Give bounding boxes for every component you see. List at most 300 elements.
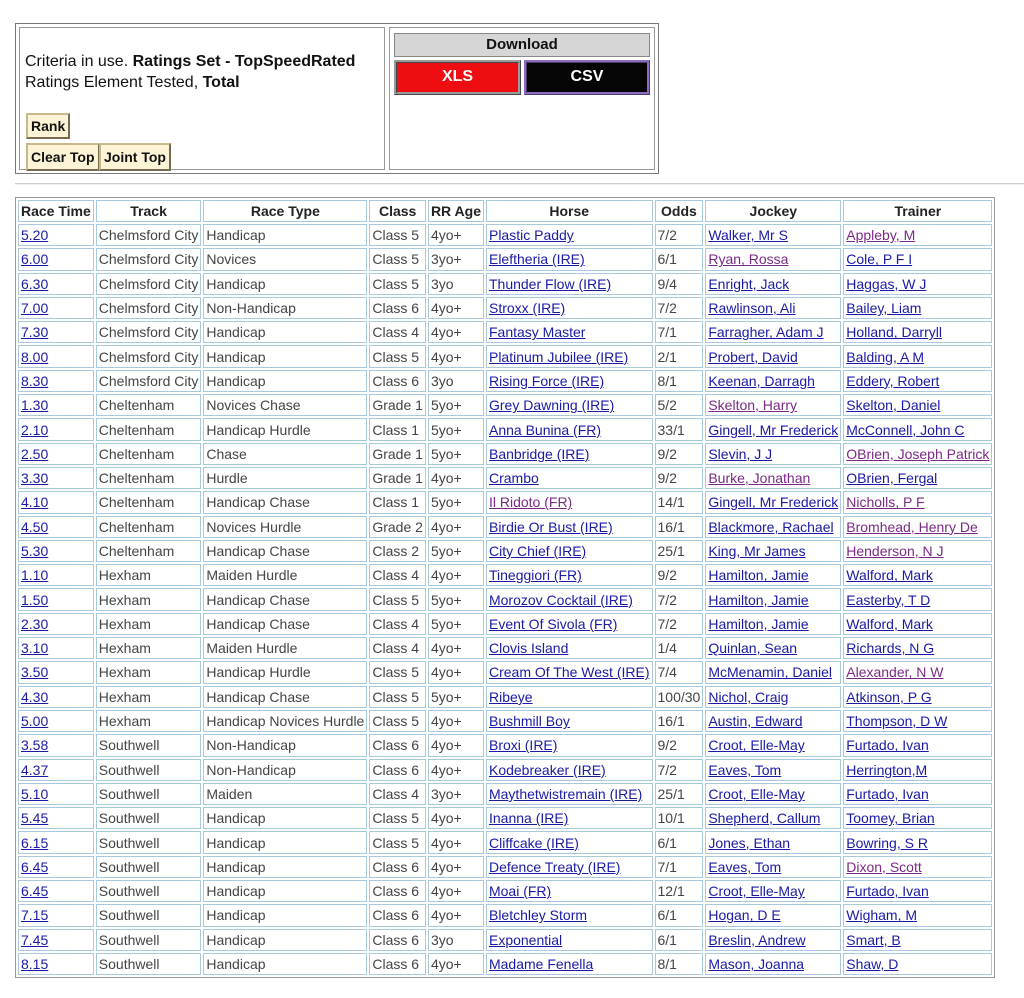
clear-top-button[interactable]: Clear Top — [26, 143, 100, 171]
horse-link[interactable]: Clovis Island — [488, 640, 569, 657]
horse-link[interactable]: Kodebreaker (IRE) — [488, 761, 606, 778]
cell-class: Class 5 — [369, 273, 426, 295]
cell-jockey — [705, 418, 841, 440]
cell-trainer — [843, 929, 992, 951]
cell-track: Cheltenham — [96, 516, 202, 538]
cell-class: Class 2 — [369, 540, 426, 562]
cell-track: Cheltenham — [96, 418, 202, 440]
cell-rr-age: 4yo+ — [428, 880, 484, 902]
cell-race-time — [18, 370, 94, 392]
cell-trainer — [843, 613, 992, 635]
race-time-link[interactable]: 8.00 — [21, 348, 49, 365]
trainer-link[interactable]: Furtado, Ivan — [846, 785, 929, 802]
table-row — [18, 734, 992, 756]
race-time-link[interactable]: 1.50 — [21, 591, 49, 608]
cell-race-time — [18, 321, 94, 343]
trainer-link[interactable]: Appleby, M — [846, 227, 916, 244]
race-time-link[interactable]: 6.45 — [21, 883, 49, 900]
trainer-link[interactable]: Walford, Mark — [846, 567, 933, 584]
jockey-link[interactable]: Blackmore, Rachael — [708, 518, 834, 535]
cell-odds: 6/1 — [655, 248, 704, 270]
cell-rr-age: 4yo+ — [428, 564, 484, 586]
race-time-link[interactable]: 5.45 — [21, 810, 49, 827]
cell-horse — [486, 588, 653, 610]
horse-link[interactable]: Bletchley Storm — [488, 907, 588, 924]
table-row — [18, 856, 992, 878]
cell-odds: 6/1 — [655, 831, 704, 853]
race-time-link[interactable]: 7.45 — [21, 931, 49, 948]
cell-race-time — [18, 443, 94, 465]
cell-race-type: Handicap — [203, 831, 367, 853]
table-row — [18, 370, 992, 392]
cell-class: Class 1 — [369, 491, 426, 513]
horse-link[interactable]: Morozov Cocktail (IRE) — [488, 591, 633, 608]
cell-jockey — [705, 880, 841, 902]
cell-odds: 12/1 — [655, 880, 704, 902]
cell-trainer — [843, 540, 992, 562]
horse-link[interactable]: Crambo — [488, 470, 539, 487]
race-time-link[interactable]: 2.50 — [21, 445, 49, 462]
cell-odds: 25/1 — [655, 540, 704, 562]
jockey-link[interactable]: Quinlan, Sean — [708, 640, 798, 657]
cell-jockey — [705, 613, 841, 635]
cell-track: Cheltenham — [96, 467, 202, 489]
table-header-row — [18, 200, 992, 222]
cell-track: Hexham — [96, 710, 202, 732]
cell-race-type: Handicap Chase — [203, 540, 367, 562]
jockey-link[interactable]: Jones, Ethan — [708, 834, 791, 851]
cell-trainer — [843, 734, 992, 756]
table-row — [18, 710, 992, 732]
horse-link[interactable]: Rising Force (IRE) — [488, 372, 605, 389]
race-time-link[interactable]: 6.45 — [21, 858, 49, 875]
cell-jockey — [705, 831, 841, 853]
table-row — [18, 297, 992, 319]
cell-race-type: Non-Handicap — [203, 297, 367, 319]
table-row — [18, 831, 992, 853]
jockey-link[interactable]: Eaves, Tom — [708, 858, 782, 875]
horse-link[interactable]: Stroxx (IRE) — [488, 300, 566, 317]
cell-horse — [486, 856, 653, 878]
cell-horse — [486, 783, 653, 805]
horse-link[interactable]: Ribeye — [488, 688, 533, 705]
race-time-link[interactable]: 1.10 — [21, 567, 49, 584]
cell-race-type: Chase — [203, 443, 367, 465]
race-time-link[interactable]: 4.37 — [21, 761, 49, 778]
cell-trainer — [843, 856, 992, 878]
cell-race-type: Handicap — [203, 807, 367, 829]
jockey-link[interactable]: McMenamin, Daniel — [708, 664, 833, 681]
table-row — [18, 443, 992, 465]
cell-trainer — [843, 807, 992, 829]
jockey-link[interactable]: Croot, Elle-May — [708, 785, 805, 802]
cell-trainer — [843, 297, 992, 319]
cell-race-time — [18, 564, 94, 586]
cell-horse — [486, 904, 653, 926]
trainer-link[interactable]: Richards, N G — [846, 640, 935, 657]
trainer-link[interactable]: Shaw, D — [846, 956, 899, 973]
trainer-link[interactable]: Smart, B — [846, 931, 901, 948]
cell-jockey — [705, 710, 841, 732]
trainer-link[interactable]: Herrington,M — [846, 761, 928, 778]
race-time-link[interactable]: 6.00 — [21, 251, 49, 268]
cell-race-time — [18, 904, 94, 926]
cell-race-time — [18, 248, 94, 270]
cell-race-time — [18, 467, 94, 489]
trainer-link[interactable]: Balding, A M — [846, 348, 925, 365]
cell-race-time — [18, 345, 94, 367]
jockey-link[interactable]: Skelton, Harry — [708, 397, 798, 414]
cell-race-type: Novices Hurdle — [203, 516, 367, 538]
cell-class: Grade 1 — [369, 394, 426, 416]
jockey-link[interactable]: Hamilton, Jamie — [708, 591, 809, 608]
cell-rr-age: 4yo+ — [428, 516, 484, 538]
horse-link[interactable]: Maythetwistremain (IRE) — [488, 785, 643, 802]
cell-horse — [486, 370, 653, 392]
cell-rr-age: 3yo — [428, 273, 484, 295]
jockey-link[interactable]: Nichol, Craig — [708, 688, 789, 705]
cell-trainer — [843, 953, 992, 975]
cell-rr-age: 5yo+ — [428, 686, 484, 708]
cell-class: Class 5 — [369, 248, 426, 270]
cell-race-time — [18, 831, 94, 853]
race-time-link[interactable]: 3.50 — [21, 664, 49, 681]
jockey-link[interactable]: Hamilton, Jamie — [708, 615, 809, 632]
cell-rr-age: 5yo+ — [428, 394, 484, 416]
trainer-link[interactable]: Holland, Darryll — [846, 324, 942, 341]
race-time-link[interactable]: 4.10 — [21, 494, 49, 511]
trainer-link[interactable]: Bromhead, Henry De — [846, 518, 978, 535]
cell-class: Grade 2 — [369, 516, 426, 538]
cell-trainer — [843, 710, 992, 732]
cell-trainer — [843, 467, 992, 489]
jockey-link[interactable]: Slevin, J J — [708, 445, 773, 462]
cell-rr-age: 4yo+ — [428, 297, 484, 319]
trainer-link[interactable]: Bailey, Liam — [846, 300, 922, 317]
race-time-link[interactable]: 4.50 — [21, 518, 49, 535]
jockey-link[interactable]: Hogan, D E — [708, 907, 781, 924]
trainer-link[interactable]: Henderson, N J — [846, 543, 944, 559]
cell-odds: 33/1 — [655, 418, 704, 440]
jockey-link[interactable]: Hamilton, Jamie — [708, 567, 809, 584]
cell-race-time — [18, 273, 94, 295]
trainer-link[interactable]: Eddery, Robert — [846, 372, 940, 389]
cell-horse — [486, 394, 653, 416]
trainer-link[interactable]: Nicholls, P F — [846, 494, 925, 511]
cell-rr-age: 4yo+ — [428, 637, 484, 659]
cell-odds: 6/1 — [655, 904, 704, 926]
cell-track: Hexham — [96, 564, 202, 586]
horse-link[interactable]: Grey Dawning (IRE) — [488, 397, 615, 414]
cell-rr-age: 5yo+ — [428, 491, 484, 513]
cell-jockey — [705, 564, 841, 586]
cell-race-type: Novices — [203, 248, 367, 270]
race-time-link[interactable]: 3.58 — [21, 737, 49, 754]
cell-class: Class 5 — [369, 831, 426, 853]
joint-top-button[interactable]: Joint Top — [99, 143, 171, 171]
cell-jockey — [705, 370, 841, 392]
table-row — [18, 491, 992, 513]
horse-link[interactable]: Fantasy Master — [488, 324, 586, 341]
trainer-link[interactable]: Dixon, Scott — [846, 858, 922, 875]
race-time-link[interactable]: 7.30 — [21, 324, 49, 341]
horse-link[interactable]: Tineggiori (FR) — [488, 567, 582, 584]
cell-odds: 7/1 — [655, 856, 704, 878]
race-time-link[interactable]: 6.15 — [21, 834, 49, 851]
cell-horse — [486, 224, 653, 246]
jockey-link[interactable]: Keenan, Darragh — [708, 372, 815, 389]
cell-horse — [486, 929, 653, 951]
jockey-link[interactable]: Breslin, Andrew — [708, 931, 806, 948]
cell-race-type: Handicap — [203, 904, 367, 926]
race-time-link[interactable]: 8.30 — [21, 372, 49, 389]
jockey-link[interactable]: Burke, Jonathan — [708, 470, 811, 487]
cell-horse — [486, 613, 653, 635]
cell-odds: 9/2 — [655, 564, 704, 586]
horse-link[interactable]: Thunder Flow (IRE) — [488, 275, 612, 292]
jockey-link[interactable]: Enright, Jack — [708, 275, 790, 292]
cell-race-type: Handicap Novices Hurdle — [203, 710, 367, 732]
cell-odds: 9/2 — [655, 443, 704, 465]
col-header-rr-age: RR Age — [428, 200, 484, 222]
cell-track: Southwell — [96, 831, 202, 853]
horse-link[interactable]: Anna Bunina (FR) — [488, 421, 602, 438]
cell-jockey — [705, 661, 841, 683]
cell-race-time — [18, 783, 94, 805]
race-time-link[interactable]: 5.00 — [21, 713, 49, 730]
trainer-link[interactable]: Bowring, S R — [846, 834, 928, 851]
horse-link[interactable]: Il Ridoto (FR) — [488, 494, 573, 511]
cell-trainer — [843, 491, 992, 513]
jockey-link[interactable]: Farragher, Adam J — [708, 324, 824, 341]
table-row — [18, 759, 992, 781]
cell-rr-age: 4yo+ — [428, 831, 484, 853]
cell-odds: 10/1 — [655, 807, 704, 829]
cell-rr-age: 5yo+ — [428, 540, 484, 562]
cell-race-type: Handicap Chase — [203, 588, 367, 610]
trainer-link[interactable]: Atkinson, P G — [846, 688, 932, 705]
cell-track: Chelmsford City — [96, 248, 202, 270]
download-box — [389, 27, 655, 170]
cell-track: Southwell — [96, 759, 202, 781]
jockey-link[interactable]: Gingell, Mr Frederick — [708, 421, 839, 438]
horse-link[interactable]: Inanna (IRE) — [488, 810, 569, 827]
trainer-link[interactable]: Furtado, Ivan — [846, 737, 929, 754]
cell-odds: 9/2 — [655, 467, 704, 489]
race-time-link[interactable]: 5.20 — [21, 227, 49, 244]
jockey-link[interactable]: Gingell, Mr Frederick — [708, 494, 839, 511]
col-header-trainer: Trainer — [843, 200, 992, 222]
cell-race-type: Handicap — [203, 273, 367, 295]
trainer-link[interactable]: Alexander, N W — [846, 664, 944, 681]
table-row — [18, 418, 992, 440]
cell-horse — [486, 491, 653, 513]
cell-class: Class 6 — [369, 904, 426, 926]
cell-jockey — [705, 734, 841, 756]
cell-odds: 6/1 — [655, 929, 704, 951]
cell-race-type: Handicap Chase — [203, 613, 367, 635]
cell-jockey — [705, 516, 841, 538]
cell-horse — [486, 516, 653, 538]
jockey-link[interactable]: Croot, Elle-May — [708, 737, 805, 754]
cell-track: Southwell — [96, 929, 202, 951]
cell-race-type: Handicap — [203, 929, 367, 951]
cell-rr-age: 5yo+ — [428, 443, 484, 465]
race-time-link[interactable]: 8.15 — [21, 956, 49, 973]
trainer-link[interactable]: Toomey, Brian — [846, 810, 935, 827]
table-row — [18, 273, 992, 295]
cell-track: Chelmsford City — [96, 297, 202, 319]
cell-trainer — [843, 394, 992, 416]
cell-trainer — [843, 224, 992, 246]
cell-odds: 16/1 — [655, 516, 704, 538]
trainer-link[interactable]: Skelton, Daniel — [846, 397, 941, 414]
cell-jockey — [705, 686, 841, 708]
cell-horse — [486, 661, 653, 683]
jockey-link[interactable]: Mason, Joanna — [708, 956, 805, 973]
horse-link[interactable]: Cliffcake (IRE) — [488, 834, 579, 851]
trainer-link[interactable]: Furtado, Ivan — [846, 883, 929, 900]
trainer-link[interactable]: Wigham, M — [846, 907, 918, 924]
cell-track: Southwell — [96, 783, 202, 805]
horse-link[interactable]: Banbridge (IRE) — [488, 445, 590, 462]
cell-trainer — [843, 831, 992, 853]
cell-jockey — [705, 467, 841, 489]
jockey-link[interactable]: Shepherd, Callum — [708, 810, 821, 827]
race-time-link[interactable]: 2.30 — [21, 615, 49, 632]
race-time-link[interactable]: 6.30 — [21, 275, 49, 292]
jockey-link[interactable]: Walker, Mr S — [708, 227, 788, 244]
trainer-link[interactable]: Walford, Mark — [846, 615, 933, 632]
race-time-link[interactable]: 3.10 — [21, 640, 49, 657]
cell-race-time — [18, 686, 94, 708]
cell-track: Hexham — [96, 613, 202, 635]
rank-button[interactable]: Rank — [26, 113, 70, 139]
jockey-link[interactable]: King, Mr James — [708, 543, 806, 559]
cell-trainer — [843, 370, 992, 392]
cell-rr-age: 4yo+ — [428, 345, 484, 367]
table-row — [18, 588, 992, 610]
cell-horse — [486, 759, 653, 781]
horse-link[interactable]: Defence Treaty (IRE) — [488, 858, 621, 875]
jockey-link[interactable]: Eaves, Tom — [708, 761, 782, 778]
trainer-link[interactable]: Haggas, W J — [846, 275, 927, 292]
horse-link[interactable]: Platinum Jubilee (IRE) — [488, 348, 629, 365]
jockey-link[interactable]: Ryan, Rossa — [708, 251, 789, 268]
cell-horse — [486, 297, 653, 319]
cell-jockey — [705, 394, 841, 416]
cell-race-time — [18, 491, 94, 513]
horse-link[interactable]: Plastic Paddy — [488, 227, 574, 244]
cell-jockey — [705, 953, 841, 975]
cell-trainer — [843, 273, 992, 295]
cell-horse — [486, 345, 653, 367]
cell-class: Class 6 — [369, 370, 426, 392]
jockey-link[interactable]: Rawlinson, Ali — [708, 300, 796, 317]
horse-link[interactable]: Eleftheria (IRE) — [488, 251, 585, 268]
horse-link[interactable]: City Chief (IRE) — [488, 543, 587, 559]
trainer-link[interactable]: OBrien, Fergal — [846, 470, 938, 487]
cell-race-type: Handicap Chase — [203, 491, 367, 513]
horse-link[interactable]: Event Of Sivola (FR) — [488, 615, 618, 632]
cell-race-time — [18, 540, 94, 562]
trainer-link[interactable]: Cole, P F I — [846, 251, 913, 268]
horse-link[interactable]: Cream Of The West (IRE) — [488, 664, 650, 681]
trainer-link[interactable]: Easterby, T D — [846, 591, 931, 608]
cell-race-time — [18, 418, 94, 440]
cell-track: Southwell — [96, 880, 202, 902]
col-header-jockey: Jockey — [705, 200, 841, 222]
cell-jockey — [705, 807, 841, 829]
jockey-link[interactable]: Austin, Edward — [708, 713, 803, 730]
trainer-link[interactable]: McConnell, John C — [846, 421, 965, 438]
jockey-link[interactable]: Probert, David — [708, 348, 798, 365]
cell-rr-age: 4yo+ — [428, 321, 484, 343]
race-time-link[interactable]: 3.30 — [21, 470, 49, 487]
jockey-link[interactable]: Croot, Elle-May — [708, 883, 805, 900]
cell-trainer — [843, 637, 992, 659]
cell-horse — [486, 443, 653, 465]
table-row — [18, 661, 992, 683]
cell-rr-age: 4yo+ — [428, 807, 484, 829]
trainer-link[interactable]: OBrien, Joseph Patrick — [846, 445, 990, 462]
cell-trainer — [843, 588, 992, 610]
cell-odds: 7/4 — [655, 661, 704, 683]
cell-jockey — [705, 443, 841, 465]
cell-race-time — [18, 637, 94, 659]
cell-rr-age: 4yo+ — [428, 467, 484, 489]
table-row — [18, 904, 992, 926]
race-time-link[interactable]: 7.00 — [21, 300, 49, 317]
cell-race-time — [18, 224, 94, 246]
cell-class: Class 5 — [369, 661, 426, 683]
race-time-link[interactable]: 2.10 — [21, 421, 49, 438]
race-time-link[interactable]: 7.15 — [21, 907, 49, 924]
cell-class: Class 4 — [369, 613, 426, 635]
cell-race-type: Handicap — [203, 321, 367, 343]
cell-trainer — [843, 661, 992, 683]
table-row — [18, 321, 992, 343]
trainer-link[interactable]: Thompson, D W — [846, 713, 948, 730]
cell-class: Class 6 — [369, 953, 426, 975]
table-row — [18, 394, 992, 416]
horse-link[interactable]: Broxi (IRE) — [488, 737, 558, 754]
cell-track: Chelmsford City — [96, 321, 202, 343]
cell-race-type: Handicap — [203, 856, 367, 878]
cell-track: Chelmsford City — [96, 345, 202, 367]
cell-jockey — [705, 321, 841, 343]
cell-race-time — [18, 297, 94, 319]
race-time-link[interactable]: 1.30 — [21, 397, 49, 414]
horse-link[interactable]: Bushmill Boy — [488, 713, 570, 730]
horse-link[interactable]: Birdie Or Bust (IRE) — [488, 518, 613, 535]
csv-download-button[interactable]: CSV — [524, 60, 650, 95]
horse-link[interactable]: Madame Fenella — [488, 956, 594, 973]
cell-jockey — [705, 273, 841, 295]
cell-trainer — [843, 516, 992, 538]
horse-link[interactable]: Exponential — [488, 931, 563, 948]
cell-class: Class 5 — [369, 224, 426, 246]
horse-link[interactable]: Moai (FR) — [488, 883, 552, 900]
race-time-link[interactable]: 5.30 — [21, 543, 49, 559]
cell-rr-age: 3yo — [428, 370, 484, 392]
cell-odds: 8/1 — [655, 953, 704, 975]
race-time-link[interactable]: 4.30 — [21, 688, 49, 705]
col-header-odds: Odds — [655, 200, 704, 222]
cell-rr-age: 3yo — [428, 929, 484, 951]
race-time-link[interactable]: 5.10 — [21, 785, 49, 802]
xls-download-button[interactable]: XLS — [394, 60, 521, 95]
